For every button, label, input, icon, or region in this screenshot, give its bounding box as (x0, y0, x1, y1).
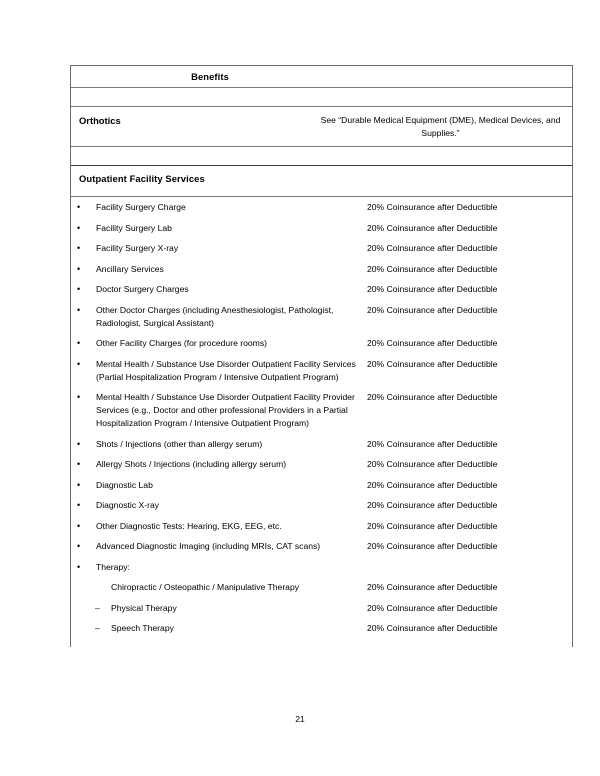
benefit-item-value: 20% Coinsurance after Deductible (367, 392, 498, 402)
benefit-item-label: Facility Surgery X-ray (96, 243, 179, 253)
bullet-icon: • (77, 500, 81, 510)
benefit-item-value: 20% Coinsurance after Deductible (367, 202, 498, 212)
benefit-item-value: 20% Coinsurance after Deductible (367, 582, 498, 592)
benefit-item-value: 20% Coinsurance after Deductible (367, 304, 498, 315)
benefit-item-label: Physical Therapy (111, 602, 177, 613)
bullet-icon: • (77, 520, 81, 531)
benefit-item (71, 201, 572, 214)
benefit-item (71, 561, 572, 574)
benefits-table (70, 65, 573, 647)
benefit-item-label: Mental Health / Substance Use Disorder Outpatient Facility Provider Services (e.g., Doctor and other professional Providers in a Partial Hospitalization Program / Intensive Outpatient Program) (96, 392, 355, 429)
benefit-item-label: Facility Surgery Charge (96, 202, 186, 212)
benefit-item-value: 20% Coinsurance after Deductible (367, 243, 498, 253)
orthotics-value: See “Durable Medical Equipment (DME), Medical Devices, and Supplies.” (320, 115, 561, 138)
benefit-item-value: 20% Coinsurance after Deductible (367, 358, 498, 369)
benefit-item-label: Facility Surgery Lab (96, 222, 172, 233)
table-row-section-title (71, 166, 572, 197)
benefit-item-value: 20% Coinsurance after Deductible (367, 459, 498, 469)
benefit-item (71, 391, 572, 430)
table-spacer-row-2 (71, 147, 572, 166)
benefit-item (71, 242, 572, 255)
benefit-item-label: Mental Health / Substance Use Disorder Outpatient Facility Services (Partial Hospitalization Program / Intensive Outpatient Program) (96, 358, 356, 382)
benefit-item (71, 581, 572, 594)
benefit-item (71, 304, 572, 330)
benefit-item (71, 479, 572, 492)
benefit-item (71, 499, 572, 512)
dash-icon: – (95, 602, 100, 613)
benefit-item (71, 540, 572, 553)
benefit-item (71, 283, 572, 296)
bullet-icon: • (77, 284, 81, 294)
benefit-item-label: Diagnostic X-ray (96, 500, 160, 510)
benefit-item (71, 458, 572, 471)
table-header-row (71, 66, 572, 88)
benefit-item-value: 20% Coinsurance after Deductible (367, 338, 498, 348)
bullet-icon: • (77, 202, 81, 212)
orthotics-label: Orthotics (79, 115, 121, 126)
benefit-item (71, 263, 572, 276)
benefit-item (71, 520, 572, 533)
benefit-item (71, 602, 572, 615)
benefit-item (71, 622, 572, 635)
benefit-item-label: Other Doctor Charges (including Anesthesiologist, Pathologist, Radiologist, Surgical Assistant) (96, 304, 334, 328)
benefit-item (71, 438, 572, 451)
table-row-orthotics (71, 107, 572, 147)
bullet-icon: • (77, 304, 81, 315)
benefit-item-label: Ancillary Services (96, 263, 164, 274)
benefit-item-value: 20% Coinsurance after Deductible (367, 263, 498, 274)
benefit-item-value: 20% Coinsurance after Deductible (367, 284, 498, 294)
column-header-benefits: Benefits (191, 71, 229, 82)
benefit-item (71, 337, 572, 350)
benefit-item-label: Advanced Diagnostic Imaging (including MRIs, CAT scans) (96, 541, 321, 551)
bullet-icon: • (77, 541, 81, 551)
benefit-item-label: Other Facility Charges (for procedure rooms) (96, 338, 267, 348)
benefit-item-label: Doctor Surgery Charges (96, 284, 189, 294)
benefit-item-label: Therapy: (96, 561, 130, 572)
page-number: 21 (295, 714, 305, 724)
bullet-icon: • (77, 338, 81, 348)
benefit-item (71, 358, 572, 384)
benefit-item-value: 20% Coinsurance after Deductible (367, 222, 498, 233)
bullet-icon: • (77, 392, 81, 402)
benefit-item-value: 20% Coinsurance after Deductible (367, 623, 498, 633)
benefit-item-value: 20% Coinsurance after Deductible (367, 438, 498, 449)
benefit-item-label: Chiropractic / Osteopathic / Manipulative Therapy (111, 582, 300, 592)
benefit-item-value: 20% Coinsurance after Deductible (367, 602, 498, 613)
bullet-icon: • (77, 222, 81, 233)
bullet-icon: • (77, 479, 81, 490)
bullet-icon: • (77, 358, 81, 369)
table-spacer-row-1 (71, 88, 572, 107)
bullet-icon: • (77, 243, 81, 253)
benefit-item-label: Speech Therapy (111, 623, 174, 633)
benefit-item-label: Allergy Shots / Injections (including allergy serum) (96, 459, 287, 469)
benefit-item-label: Diagnostic Lab (96, 479, 153, 490)
bullet-icon: • (77, 263, 81, 274)
section-title-outpatient-facility-services: Outpatient Facility Services (79, 173, 205, 184)
bullet-icon: • (77, 459, 81, 469)
benefit-item-label: Other Diagnostic Tests: Hearing, EKG, EEG, etc. (96, 520, 282, 531)
benefit-item (71, 222, 572, 235)
benefit-item-value: 20% Coinsurance after Deductible (367, 500, 498, 510)
bullet-icon: • (77, 561, 81, 572)
benefit-item-value: 20% Coinsurance after Deductible (367, 541, 498, 551)
dash-icon: – (95, 623, 100, 633)
benefit-item-label: Shots / Injections (other than allergy serum) (96, 438, 263, 449)
benefit-item-value: 20% Coinsurance after Deductible (367, 479, 498, 490)
benefit-item-value: 20% Coinsurance after Deductible (367, 520, 498, 531)
benefit-items-list (71, 197, 572, 647)
bullet-icon: • (77, 438, 81, 449)
